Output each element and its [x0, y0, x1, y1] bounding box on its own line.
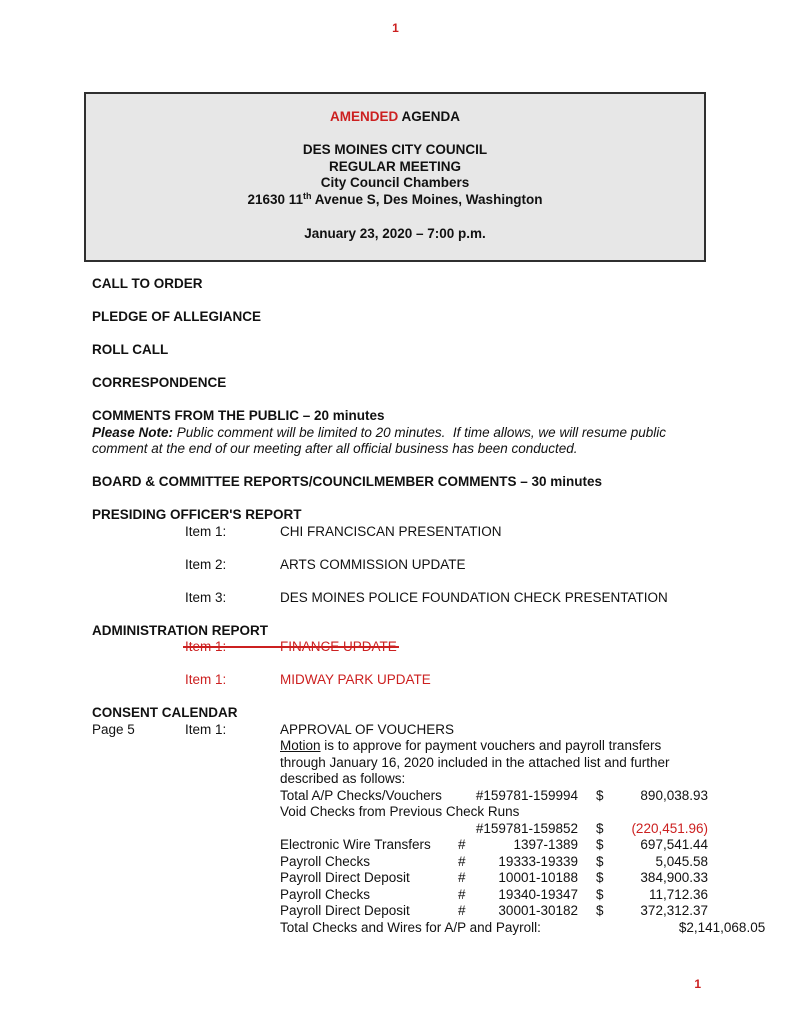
heading-consent-calendar: CONSENT CALENDAR	[92, 705, 238, 720]
voucher-check-range	[458, 870, 578, 887]
item-label: Item 1:	[185, 639, 227, 654]
range-numbers: #159781-159994	[475, 787, 578, 803]
org-name: DES MOINES CITY COUNCIL	[302, 142, 488, 157]
voucher-amount	[596, 887, 708, 904]
administration-item-1	[92, 672, 708, 689]
voucher-label: Total A/P Checks/Vouchers	[280, 787, 442, 803]
voucher-check-range	[545, 804, 665, 821]
please-note-label: Please Note:	[92, 424, 174, 440]
amount-value: 890,038.93	[640, 787, 708, 803]
voucher-row	[280, 870, 708, 887]
presiding-item-3	[92, 590, 708, 607]
item-label: Item 1:	[185, 523, 227, 539]
voucher-amount	[596, 837, 708, 854]
voucher-label: Total Checks and Wires for A/P and Payroll:	[280, 919, 541, 935]
amount-value: 384,900.33	[640, 870, 708, 885]
meeting-type: REGULAR MEETING	[328, 158, 461, 174]
meeting-datetime: January 23, 2020 – 7:00 p.m.	[304, 225, 486, 241]
hash-sign: #	[458, 837, 466, 852]
voucher-row	[280, 903, 708, 920]
item-text: CHI FRANCISCAN PRESENTATION	[280, 523, 502, 539]
dollar-sign: $	[596, 837, 604, 852]
note-text-1: Public comment will be limited to 20 minutes. If time allows, we will resume public	[173, 424, 666, 440]
motion-word: Motion	[280, 738, 321, 753]
address-post: Avenue S, Des Moines, Washington	[311, 191, 543, 207]
dollar-sign: $	[596, 886, 604, 902]
administration-struck-item	[92, 639, 708, 656]
voucher-row	[280, 804, 708, 821]
voucher-amount	[683, 804, 708, 821]
voucher-check-range	[541, 920, 661, 937]
consent-item-title: APPROVAL OF VOUCHERS	[280, 721, 455, 737]
item-text: DES MOINES POLICE FOUNDATION CHECK PRESENTATION	[280, 589, 668, 605]
amount-value: 11,712.36	[648, 886, 708, 902]
range-numbers: #159781-159852	[475, 820, 578, 836]
consent-item-row	[92, 722, 708, 739]
heading-correspondence: CORRESPONDENCE	[92, 375, 227, 390]
motion-line-2: through January 16, 2020 included in the attached list and further	[280, 754, 670, 770]
item-label: Item 2:	[185, 556, 227, 572]
heading-roll-call: ROLL CALL	[92, 342, 169, 357]
consent-page-ref: Page 5	[92, 721, 135, 737]
range-numbers	[541, 920, 661, 937]
public-comments-note-line1	[92, 425, 708, 442]
agenda-body	[92, 276, 766, 936]
item-text: FINANCE UPDATE	[280, 639, 397, 654]
voucher-row	[280, 837, 708, 854]
agenda-header-box	[84, 92, 706, 262]
dollar-sign: $	[596, 853, 604, 869]
presiding-item-1	[92, 524, 708, 541]
agenda-title	[86, 109, 704, 126]
item-label: Item 1:	[185, 672, 227, 687]
item-label: Item 3:	[185, 589, 227, 605]
dollar-sign: $	[596, 787, 604, 803]
amount-value: 5,045.58	[655, 853, 708, 869]
voucher-label: Payroll Direct Deposit	[280, 903, 410, 918]
heading-pledge: PLEDGE OF ALLEGIANCE	[92, 309, 262, 324]
item-text: ARTS COMMISSION UPDATE	[280, 556, 466, 572]
agenda-label: AGENDA	[398, 109, 461, 124]
voucher-check-range	[458, 837, 578, 854]
meeting-location: City Council Chambers	[320, 175, 470, 190]
voucher-row	[280, 821, 708, 838]
voucher-row	[280, 887, 708, 904]
voucher-check-range	[458, 821, 578, 838]
strikethrough-line	[183, 646, 399, 648]
range-numbers: 1397-1389	[513, 837, 578, 852]
voucher-label	[280, 821, 458, 838]
range-numbers: 19333-19339	[498, 853, 578, 869]
voucher-label: Electronic Wire Transfers	[280, 837, 431, 852]
motion-line-1	[280, 738, 708, 755]
voucher-label: Payroll Checks	[280, 886, 371, 902]
voucher-row	[280, 854, 708, 871]
meeting-address	[86, 192, 704, 210]
range-numbers: 19340-19347	[498, 886, 578, 902]
voucher-amount	[596, 821, 708, 838]
voucher-label: Void Checks from Previous Check Runs	[280, 804, 520, 819]
hash-sign: #	[458, 903, 466, 918]
heading-administration-report: ADMINISTRATION REPORT	[92, 622, 268, 638]
item-label: Item 1:	[185, 721, 227, 737]
amount-value: 697,541.44	[640, 837, 708, 852]
heading-presiding-officer: PRESIDING OFFICER'S REPORT	[92, 507, 302, 522]
hash-sign: #	[458, 853, 466, 869]
dollar-sign: $	[596, 870, 604, 885]
voucher-amount	[596, 854, 708, 871]
heading-public-comments: COMMENTS FROM THE PUBLIC – 20 minutes	[92, 408, 385, 423]
dollar-sign: $	[596, 903, 604, 918]
motion-line-3: described as follows:	[280, 771, 406, 786]
voucher-check-range	[458, 887, 578, 904]
range-numbers: 10001-10188	[498, 870, 578, 885]
voucher-table	[92, 787, 766, 937]
amount-value: (220,451.96)	[631, 820, 708, 836]
voucher-label: Payroll Checks	[280, 853, 371, 869]
voucher-check-range	[458, 788, 578, 805]
amended-label: AMENDED	[329, 109, 399, 124]
page-number-bottom: 1	[694, 976, 701, 991]
voucher-amount	[596, 870, 708, 887]
range-numbers	[545, 804, 665, 821]
voucher-row	[280, 788, 708, 805]
range-numbers: 30001-30182	[498, 903, 578, 918]
address-pre: 21630 11	[247, 191, 304, 207]
voucher-amount	[679, 920, 765, 937]
voucher-check-range	[458, 854, 578, 871]
voucher-amount	[596, 788, 708, 805]
voucher-amount	[596, 903, 708, 920]
hash-sign: #	[458, 886, 466, 902]
amount-value: $2,141,068.05	[678, 919, 766, 935]
heading-board-committee: BOARD & COMMITTEE REPORTS/COUNCILMEMBER COMMENTS – 30 minutes	[92, 474, 603, 489]
address-ordinal: th	[303, 191, 312, 201]
amount-value	[683, 804, 708, 821]
presiding-item-2	[92, 557, 708, 574]
voucher-check-range	[458, 903, 578, 920]
public-comments-note-line2: comment at the end of our meeting after all official business has been conducted.	[92, 441, 578, 456]
voucher-row	[280, 919, 766, 937]
struck-item-wrap	[185, 639, 397, 656]
amount-value: 372,312.37	[640, 903, 708, 918]
motion-rest: is to approve for payment vouchers and payroll transfers	[320, 738, 662, 753]
item-text: MIDWAY PARK UPDATE	[280, 672, 431, 687]
page-number-top: 1	[392, 21, 399, 35]
heading-call-to-order: CALL TO ORDER	[92, 276, 203, 291]
voucher-label: Payroll Direct Deposit	[280, 870, 410, 885]
dollar-sign: $	[596, 820, 604, 836]
hash-sign: #	[458, 870, 466, 885]
